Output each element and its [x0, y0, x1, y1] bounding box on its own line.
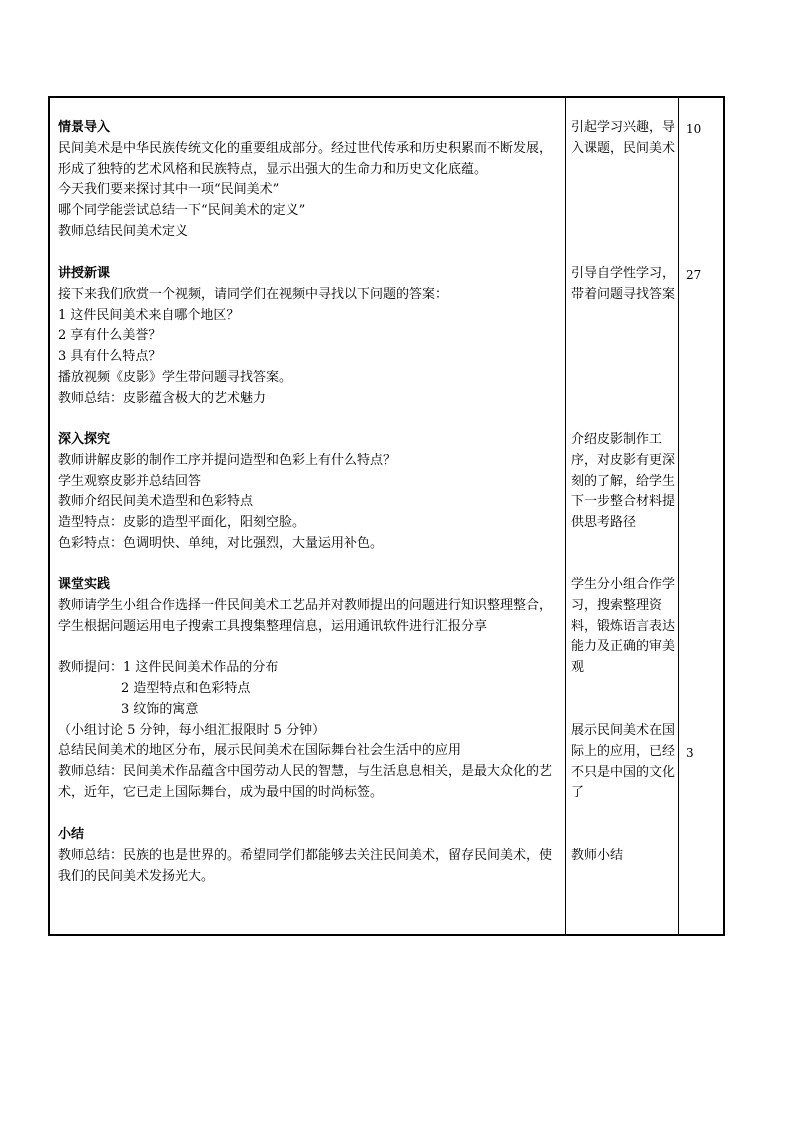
- aim-practice: 学生分小组合作学习，搜索整理资料，锻炼语言表达能力及正确的审美观: [571, 577, 676, 676]
- lesson-plan-table: [48, 96, 725, 936]
- text-line: 学生观察皮影并总结回答: [58, 473, 202, 489]
- question-line: 教师提问：1 这件民间美术作品的分布: [58, 660, 279, 676]
- section-title: 小结: [58, 827, 85, 842]
- time-practice: 3: [686, 746, 694, 760]
- section-explore: [58, 430, 560, 555]
- text-line: 造型特点：皮影的造型平面化，阳刻空脸。: [58, 515, 306, 531]
- aim-summary: 教师小结: [571, 848, 624, 863]
- text-line: 教师总结：民族的也是世界的。希望同学们都能够去关注民间美术，留存民间美术，使我们的民间美术发扬光大。: [58, 847, 553, 884]
- text-line: 教师讲解皮影的制作工序并提问造型和色彩上有什么特点？: [58, 452, 397, 468]
- text-line: 播放视频《皮影》学生带问题寻找答案。: [58, 369, 293, 385]
- question-line: 2 造型特点和色彩特点: [121, 680, 251, 696]
- section-summary: [58, 825, 560, 887]
- section-title: 讲授新课: [58, 266, 111, 281]
- text-line: 3 具有什么特点？: [58, 349, 162, 365]
- text-line: 色彩特点：色调明快、单纯，对比强烈，大量运用补色。: [58, 535, 384, 551]
- blank-line: [58, 637, 560, 658]
- text-line: 教师总结：民间美术作品蕴含中国劳动人民的智慧，与生活息息相关，是最大众化的艺术，近年，它已走上国际舞台，成为最中国的时尚标签。: [58, 764, 553, 800]
- text-line: 2 享有什么美誉？: [58, 328, 162, 344]
- section-title: 情景导入: [58, 120, 111, 135]
- aim-lecture: 引导自学性学习，带着问题寻找答案: [571, 266, 676, 302]
- section-lecture: [58, 264, 560, 410]
- text-line: 哪个同学能尝试总结一下“民间美术的定义”: [58, 203, 306, 219]
- text-line: 教师总结：皮影蕴含极大的艺术魅力: [58, 390, 267, 406]
- column-divider: [678, 98, 679, 934]
- aim-intro: 引起学习兴趣，导入课题，民间美术: [571, 120, 676, 156]
- text-line: （小组讨论 5 分钟，每小组汇报限时 5 分钟）: [58, 722, 326, 738]
- text-line: 教师总结民间美术定义: [58, 223, 189, 239]
- section-title: 深入探究: [58, 432, 111, 447]
- time-intro: 10: [686, 122, 702, 136]
- section-practice: [58, 575, 560, 804]
- text-line: 民间美术是中华民族传统文化的重要组成部分。经过世代传承和历史积累而不断发展，形成了独特的艺术风格和民族特点，显示出强大的生命力和历史文化底蕴。: [58, 140, 553, 177]
- section-title: 课堂实践: [58, 577, 111, 592]
- text-line: 接下来我们欣赏一个视频，请同学们在视频中寻找以下问题的答案：: [58, 286, 449, 302]
- question-line: 3 纹饰的寓意: [121, 701, 199, 717]
- text-line: 教师介绍民间美术造型和色彩特点: [58, 494, 254, 510]
- text-line: 总结民间美术的地区分布，展示民间美术在国际舞台社会生活中的应用: [58, 743, 462, 759]
- aim-explore: 介绍皮影制作工序，对皮影有更深刻的了解，给学生下一步整合材料提供思考路径: [571, 432, 676, 531]
- aim-practice-2: 展示民间美术在国际上的应用，已经不只是中国的文化了: [571, 723, 676, 801]
- time-lecture: 27: [686, 268, 702, 282]
- column-divider: [565, 98, 566, 934]
- text-line: 1 这件民间美术来自哪个地区？: [58, 307, 240, 323]
- section-intro: [58, 118, 560, 243]
- text-line: 教师请学生小组合作选择一件民间美术工艺品并对教师提出的问题进行知识整理整合，学生根据问题运用电子搜索工具搜集整理信息，运用通讯软件进行汇报分享: [58, 597, 553, 634]
- text-line: 今天我们要来探讨其中一项“民间美术”: [58, 182, 280, 198]
